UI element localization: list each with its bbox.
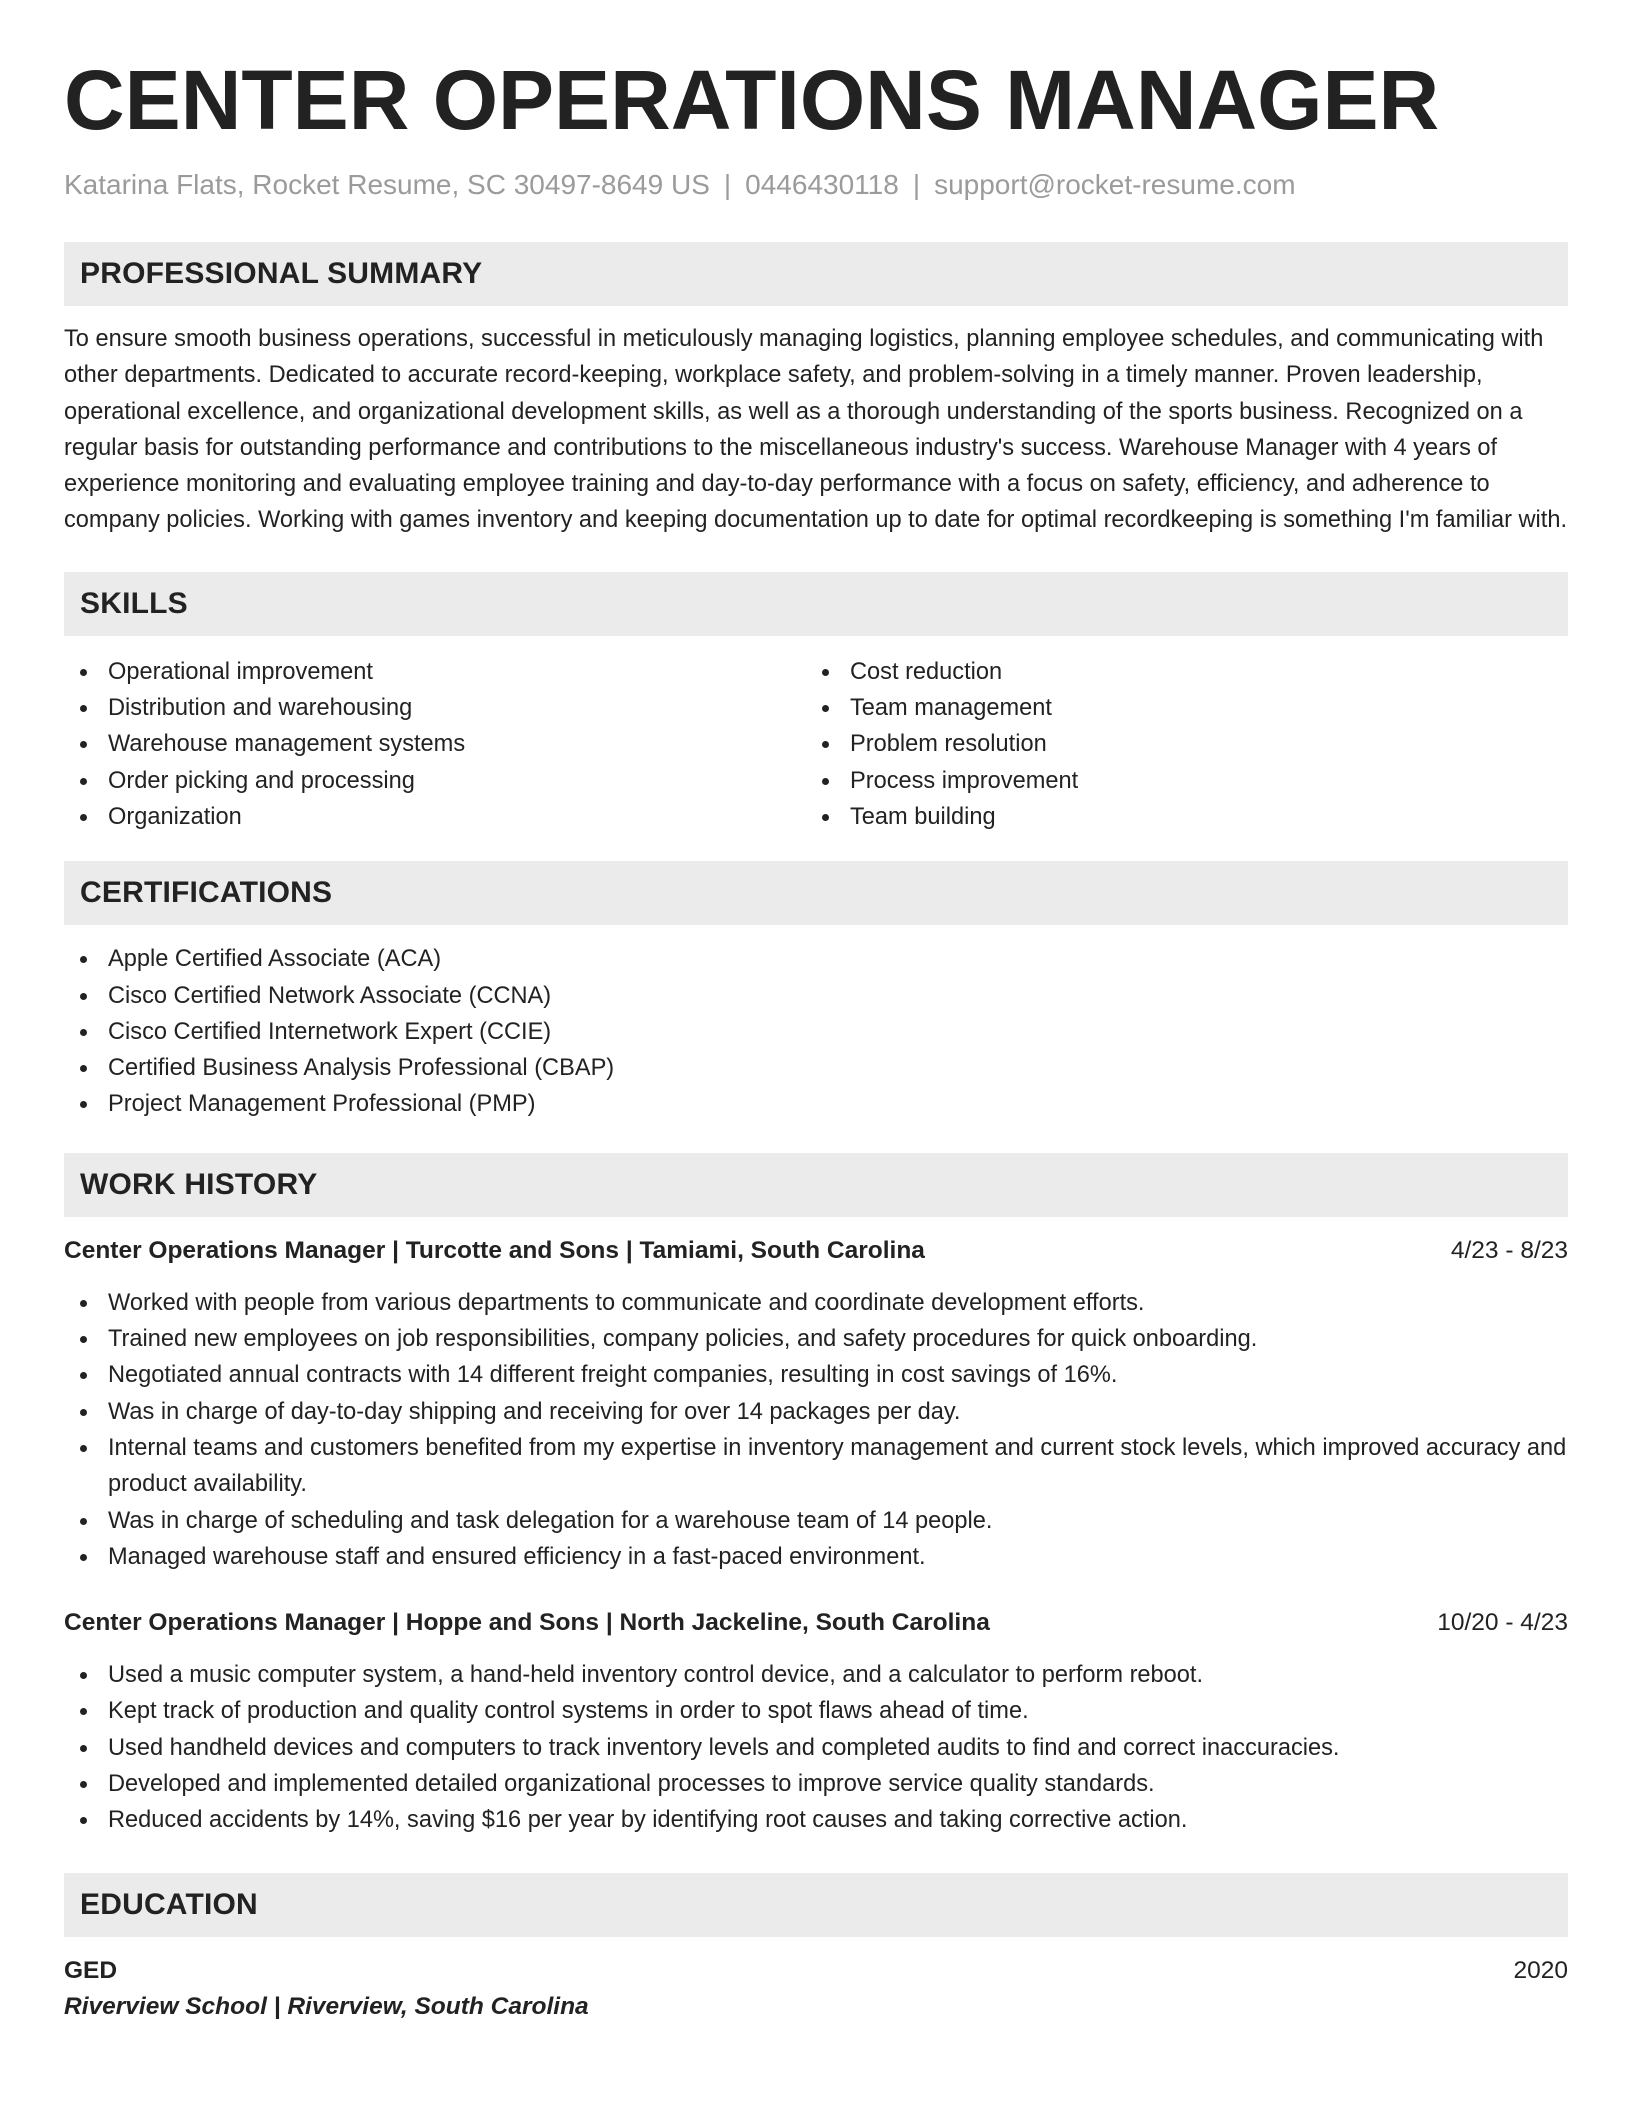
education-school: Riverview School | Riverview, South Carolina (64, 1992, 589, 2020)
job-dates: 4/23 - 8/23 (1450, 1236, 1568, 1264)
skills-list-left (64, 654, 806, 835)
job-bullet: Used handheld devices and computers to track inventory levels and completed audits to find and correct inaccuracies. (64, 1730, 1568, 1766)
skill-item: Process improvement (806, 763, 1548, 799)
job-bullet: Developed and implemented detailed organizational processes to improve service quality standards. (64, 1766, 1568, 1802)
summary-section (64, 242, 1568, 539)
certification-item: Cisco Certified Internetwork Expert (CCIE) (64, 1014, 1568, 1050)
job-dates: 10/20 - 4/23 (1437, 1609, 1568, 1637)
contact-email: support@rocket-resume.com (934, 169, 1296, 200)
certification-item: Apple Certified Associate (ACA) (64, 941, 1568, 977)
job-title: Center Operations Manager | Hoppe and Sons | North Jackeline, South Carolina (64, 1609, 990, 1637)
page-title: CENTER OPERATIONS MANAGER (64, 53, 1440, 147)
job-bullet: Internal teams and customers benefited from my expertise in inventory management and current stock levels, which improved accuracy and product availability. (64, 1430, 1568, 1503)
job-bullet: Worked with people from various departments to communicate and coordinate development efforts. (64, 1285, 1568, 1321)
skill-item: Order picking and processing (64, 763, 806, 799)
job-entry (64, 1605, 1568, 1838)
skill-item: Team management (806, 690, 1548, 726)
section-heading-summary: PROFESSIONAL SUMMARY (64, 242, 1568, 306)
skill-item: Cost reduction (806, 654, 1548, 690)
contact-separator: | (912, 169, 921, 200)
job-bullet-list (64, 1285, 1568, 1575)
contact-separator: | (723, 169, 732, 200)
job-bullet: Was in charge of day-to-day shipping and receiving for over 14 packages per day. (64, 1394, 1568, 1430)
education-header (64, 1953, 1568, 1989)
contact-phone: 0446430118 (745, 169, 899, 200)
section-heading-certifications: CERTIFICATIONS (64, 861, 1568, 925)
job-bullet: Managed warehouse staff and ensured efficiency in a fast-paced environment. (64, 1539, 1568, 1575)
job-bullet-list (64, 1657, 1568, 1838)
work-history-section (64, 1153, 1568, 1839)
skill-item: Distribution and warehousing (64, 690, 806, 726)
education-degree: GED (64, 1956, 118, 1984)
contact-address: Katarina Flats, Rocket Resume, SC 30497-8649 US (64, 169, 710, 200)
skill-item: Organization (64, 799, 806, 835)
section-heading-education: EDUCATION (64, 1873, 1568, 1937)
job-bullet: Kept track of production and quality control systems in order to spot flaws ahead of time. (64, 1693, 1568, 1729)
skills-list-right (806, 654, 1548, 835)
job-bullet: Used a music computer system, a hand-held inventory control device, and a calculator to perform reboot. (64, 1657, 1568, 1693)
skill-item: Problem resolution (806, 726, 1548, 762)
job-title: Center Operations Manager | Turcotte and Sons | Tamiami, South Carolina (64, 1236, 925, 1264)
job-bullet: Reduced accidents by 14%, saving $16 per year by identifying root causes and taking corrective action. (64, 1802, 1568, 1838)
job-entry (64, 1233, 1568, 1575)
job-header (64, 1605, 1568, 1641)
resume-header (64, 50, 1568, 202)
skills-section (64, 572, 1568, 835)
certifications-section (64, 861, 1568, 1122)
certification-item: Project Management Professional (PMP) (64, 1086, 1568, 1122)
section-heading-work-history: WORK HISTORY (64, 1153, 1568, 1217)
section-heading-skills: SKILLS (64, 572, 1568, 636)
job-bullet: Trained new employees on job responsibilities, company policies, and safety procedures for quick onboarding. (64, 1321, 1568, 1357)
education-year: 2020 (1513, 1956, 1568, 1984)
job-bullet: Was in charge of scheduling and task delegation for a warehouse team of 14 people. (64, 1503, 1568, 1539)
certification-item: Cisco Certified Network Associate (CCNA) (64, 978, 1568, 1014)
summary-text: To ensure smooth business operations, successful in meticulously managing logistics, planning employee schedules, and communicating with other departments. Dedicated to accurate record-keeping, workplace safety, and problem-solving in a timely manner. Proven leadership, operational excellence, and organizational development skills, as well as a thorough understanding of the sports business. Recognized on a regular basis for outstanding performance and contributions to the miscellaneous industry's success. Warehouse Manager with 4 years of experience monitoring and evaluating employee training and day-to-day performance with a focus on safety, efficiency, and adherence to company policies. Working with games inventory and keeping documentation up to date for optimal recordkeeping is something I'm familiar with. (64, 326, 1568, 534)
certification-item: Certified Business Analysis Professional (CBAP) (64, 1050, 1568, 1086)
contact-line (64, 168, 1568, 202)
skills-grid (64, 654, 1568, 835)
education-section (64, 1873, 1568, 2025)
certifications-list (64, 941, 1568, 1122)
job-bullet: Negotiated annual contracts with 14 different freight companies, resulting in cost savings of 16%. (64, 1357, 1568, 1393)
skill-item: Warehouse management systems (64, 726, 806, 762)
skill-item: Team building (806, 799, 1548, 835)
skill-item: Operational improvement (64, 654, 806, 690)
job-header (64, 1233, 1568, 1269)
